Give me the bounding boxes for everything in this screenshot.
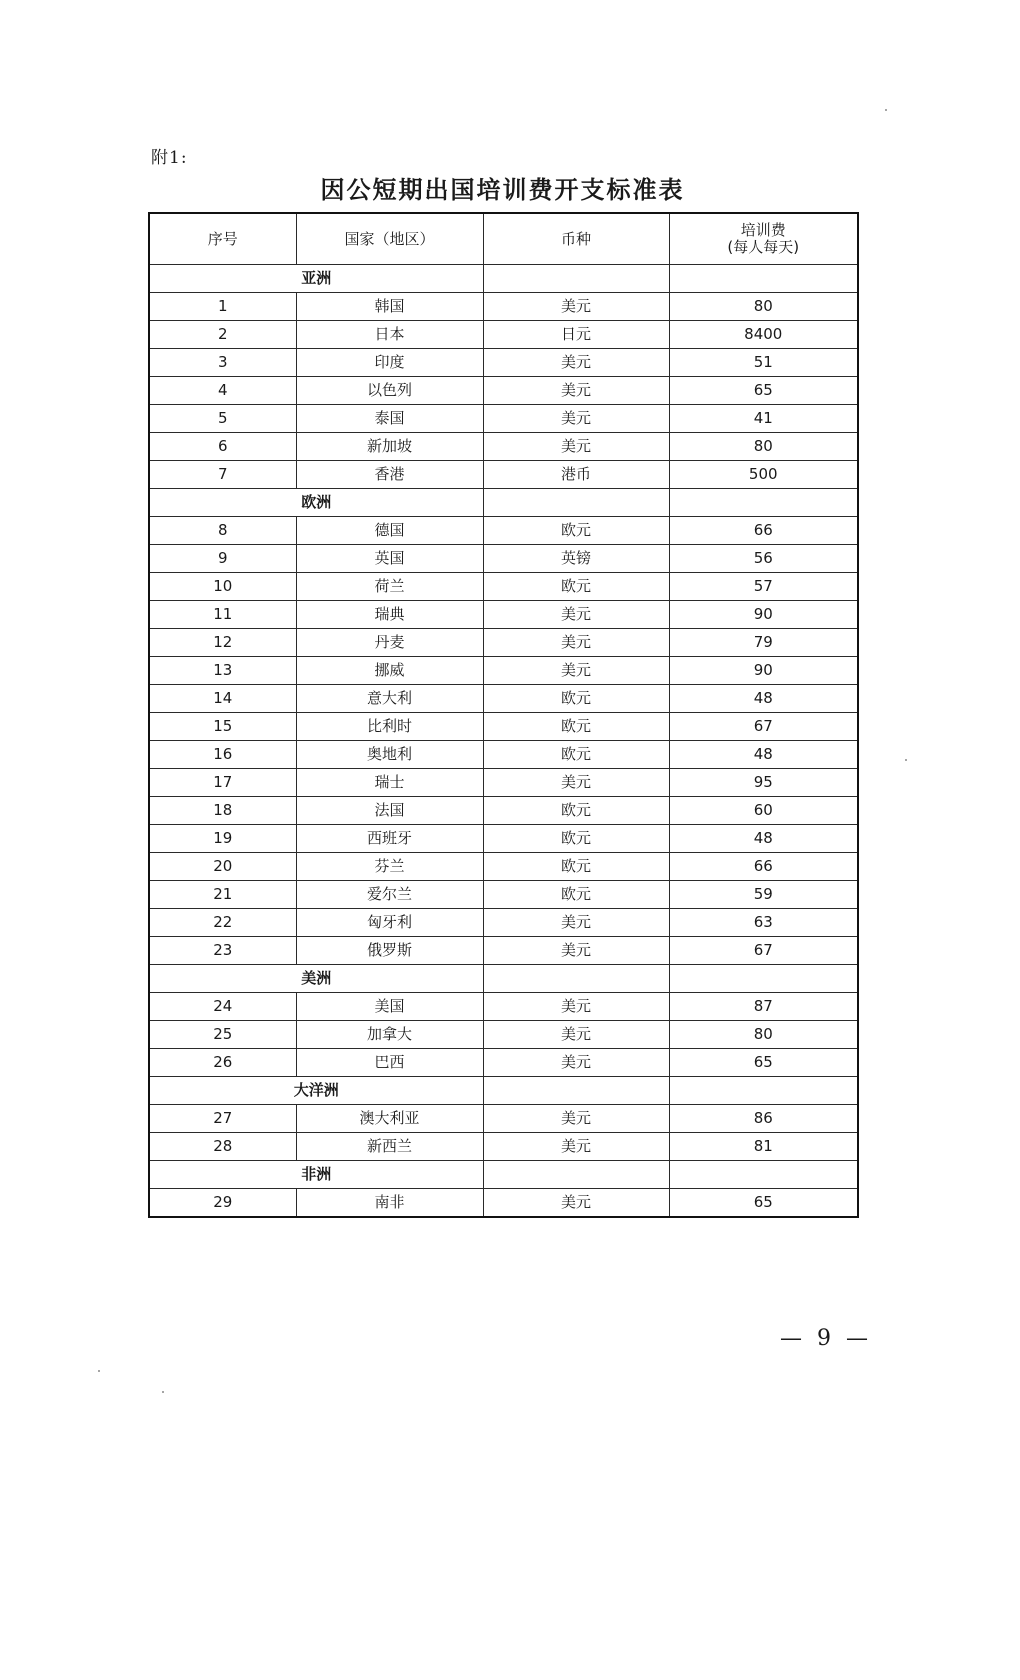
cell-seq: 12 (149, 629, 296, 657)
table-row (149, 657, 858, 685)
table-row (149, 993, 858, 1021)
table-row (149, 349, 858, 377)
cell-currency: 欧元 (483, 853, 669, 881)
cell-currency: 美元 (483, 349, 669, 377)
cell-currency: 美元 (483, 293, 669, 321)
table-row (149, 741, 858, 769)
cell-fee: 66 (669, 853, 858, 881)
cell-currency: 日元 (483, 321, 669, 349)
table-row (149, 937, 858, 965)
cell-fee: 41 (669, 405, 858, 433)
cell-seq: 18 (149, 797, 296, 825)
cell-currency: 美元 (483, 377, 669, 405)
table-body (149, 265, 858, 1218)
empty-cell (669, 1077, 858, 1105)
cell-country: 澳大利亚 (296, 1105, 483, 1133)
table-row (149, 461, 858, 489)
cell-country: 爱尔兰 (296, 881, 483, 909)
cell-seq: 10 (149, 573, 296, 601)
table-row (149, 881, 858, 909)
cell-currency: 欧元 (483, 517, 669, 545)
cell-seq: 17 (149, 769, 296, 797)
page-number: — 9 — (780, 1326, 872, 1351)
cell-fee: 500 (669, 461, 858, 489)
group-row (149, 265, 858, 293)
cell-currency: 美元 (483, 1105, 669, 1133)
scan-speck (885, 109, 887, 111)
cell-country: 芬兰 (296, 853, 483, 881)
cell-country: 印度 (296, 349, 483, 377)
cell-fee: 80 (669, 1021, 858, 1049)
fee-standard-table-container (148, 212, 859, 1218)
empty-cell (669, 965, 858, 993)
cell-country: 新西兰 (296, 1133, 483, 1161)
group-row (149, 1077, 858, 1105)
table-row (149, 1189, 858, 1218)
cell-country: 德国 (296, 517, 483, 545)
cell-currency: 美元 (483, 937, 669, 965)
table-row (149, 1021, 858, 1049)
cell-country: 瑞典 (296, 601, 483, 629)
cell-country: 奥地利 (296, 741, 483, 769)
cell-fee: 8400 (669, 321, 858, 349)
cell-currency: 美元 (483, 1049, 669, 1077)
cell-country: 新加坡 (296, 433, 483, 461)
cell-country: 泰国 (296, 405, 483, 433)
table-row (149, 405, 858, 433)
group-name: 大洋洲 (293, 1081, 339, 1099)
cell-country: 巴西 (296, 1049, 483, 1077)
page-title: 因公短期出国培训费开支标准表 (320, 176, 685, 204)
group-name: 非洲 (301, 1165, 332, 1183)
cell-country: 意大利 (296, 685, 483, 713)
attachment-label: 附1: (151, 148, 188, 168)
cell-country: 英国 (296, 545, 483, 573)
cell-fee: 65 (669, 1189, 858, 1218)
empty-cell (483, 489, 669, 517)
cell-seq: 29 (149, 1189, 296, 1218)
table-row (149, 573, 858, 601)
table-row (149, 769, 858, 797)
cell-seq: 5 (149, 405, 296, 433)
cell-currency: 美元 (483, 993, 669, 1021)
cell-currency: 欧元 (483, 685, 669, 713)
header-seq: 序号 (149, 213, 296, 265)
cell-seq: 22 (149, 909, 296, 937)
group-name: 亚洲 (301, 269, 332, 287)
cell-currency: 欧元 (483, 881, 669, 909)
cell-fee: 57 (669, 573, 858, 601)
cell-currency: 美元 (483, 433, 669, 461)
header-currency: 币种 (483, 213, 669, 265)
cell-seq: 27 (149, 1105, 296, 1133)
cell-seq: 24 (149, 993, 296, 1021)
cell-currency: 美元 (483, 657, 669, 685)
cell-country: 俄罗斯 (296, 937, 483, 965)
scan-speck (905, 759, 907, 761)
empty-cell (483, 265, 669, 293)
cell-country: 南非 (296, 1189, 483, 1218)
group-row (149, 489, 858, 517)
cell-country: 香港 (296, 461, 483, 489)
cell-currency: 美元 (483, 1133, 669, 1161)
cell-fee: 90 (669, 601, 858, 629)
cell-country: 韩国 (296, 293, 483, 321)
cell-country: 丹麦 (296, 629, 483, 657)
cell-seq: 19 (149, 825, 296, 853)
cell-seq: 21 (149, 881, 296, 909)
cell-currency: 美元 (483, 629, 669, 657)
group-name-cell (149, 265, 483, 293)
cell-currency: 美元 (483, 769, 669, 797)
cell-currency: 欧元 (483, 825, 669, 853)
cell-fee: 56 (669, 545, 858, 573)
table-row (149, 1133, 858, 1161)
cell-seq: 28 (149, 1133, 296, 1161)
cell-fee: 65 (669, 377, 858, 405)
cell-seq: 2 (149, 321, 296, 349)
cell-fee: 65 (669, 1049, 858, 1077)
cell-country: 瑞士 (296, 769, 483, 797)
table-row (149, 1049, 858, 1077)
cell-country: 西班牙 (296, 825, 483, 853)
group-name: 欧洲 (301, 493, 332, 511)
group-name: 美洲 (301, 969, 332, 987)
cell-fee: 48 (669, 685, 858, 713)
cell-fee: 51 (669, 349, 858, 377)
group-name-cell (149, 1161, 483, 1189)
table-row (149, 629, 858, 657)
cell-seq: 3 (149, 349, 296, 377)
empty-cell (483, 1161, 669, 1189)
cell-fee: 81 (669, 1133, 858, 1161)
group-row (149, 1161, 858, 1189)
table-row (149, 321, 858, 349)
cell-country: 美国 (296, 993, 483, 1021)
header-fee (669, 213, 858, 265)
cell-fee: 48 (669, 741, 858, 769)
cell-fee: 87 (669, 993, 858, 1021)
table-row (149, 293, 858, 321)
cell-fee: 90 (669, 657, 858, 685)
fee-standard-table (148, 212, 859, 1218)
group-name-cell (149, 1077, 483, 1105)
group-row (149, 965, 858, 993)
cell-seq: 16 (149, 741, 296, 769)
cell-country: 匈牙利 (296, 909, 483, 937)
cell-fee: 48 (669, 825, 858, 853)
cell-currency: 美元 (483, 405, 669, 433)
cell-country: 比利时 (296, 713, 483, 741)
table-row (149, 797, 858, 825)
table-row (149, 1105, 858, 1133)
table-row (149, 713, 858, 741)
cell-fee: 67 (669, 713, 858, 741)
cell-seq: 8 (149, 517, 296, 545)
empty-cell (483, 1077, 669, 1105)
table-row (149, 545, 858, 573)
scan-speck (98, 1370, 100, 1372)
empty-cell (669, 1161, 858, 1189)
table-row (149, 517, 858, 545)
group-name-cell (149, 965, 483, 993)
header-fee-line1: 培训费 (740, 221, 786, 239)
cell-currency: 美元 (483, 1189, 669, 1218)
cell-seq: 23 (149, 937, 296, 965)
table-row (149, 825, 858, 853)
empty-cell (669, 489, 858, 517)
cell-fee: 66 (669, 517, 858, 545)
cell-country: 加拿大 (296, 1021, 483, 1049)
cell-fee: 63 (669, 909, 858, 937)
cell-currency: 欧元 (483, 713, 669, 741)
cell-currency: 美元 (483, 1021, 669, 1049)
cell-country: 挪威 (296, 657, 483, 685)
cell-seq: 4 (149, 377, 296, 405)
cell-currency: 欧元 (483, 741, 669, 769)
cell-fee: 67 (669, 937, 858, 965)
header-country: 国家（地区） (296, 213, 483, 265)
cell-currency: 港币 (483, 461, 669, 489)
table-header-row (149, 213, 858, 265)
cell-seq: 26 (149, 1049, 296, 1077)
cell-seq: 11 (149, 601, 296, 629)
cell-seq: 1 (149, 293, 296, 321)
cell-currency: 英镑 (483, 545, 669, 573)
cell-fee: 80 (669, 293, 858, 321)
table-row (149, 909, 858, 937)
cell-currency: 欧元 (483, 573, 669, 601)
empty-cell (669, 265, 858, 293)
cell-currency: 美元 (483, 909, 669, 937)
cell-seq: 7 (149, 461, 296, 489)
cell-country: 日本 (296, 321, 483, 349)
cell-currency: 美元 (483, 601, 669, 629)
cell-seq: 13 (149, 657, 296, 685)
table-row (149, 433, 858, 461)
empty-cell (483, 965, 669, 993)
cell-fee: 79 (669, 629, 858, 657)
cell-seq: 15 (149, 713, 296, 741)
cell-country: 法国 (296, 797, 483, 825)
cell-seq: 25 (149, 1021, 296, 1049)
table-row (149, 685, 858, 713)
cell-fee: 95 (669, 769, 858, 797)
header-fee-line2: (每人每天) (727, 238, 800, 256)
cell-seq: 6 (149, 433, 296, 461)
cell-fee: 80 (669, 433, 858, 461)
table-row (149, 601, 858, 629)
cell-country: 荷兰 (296, 573, 483, 601)
cell-fee: 60 (669, 797, 858, 825)
cell-country: 以色列 (296, 377, 483, 405)
table-row (149, 377, 858, 405)
cell-seq: 20 (149, 853, 296, 881)
cell-seq: 9 (149, 545, 296, 573)
scan-speck (162, 1391, 164, 1393)
cell-fee: 59 (669, 881, 858, 909)
group-name-cell (149, 489, 483, 517)
cell-fee: 86 (669, 1105, 858, 1133)
cell-currency: 欧元 (483, 797, 669, 825)
cell-seq: 14 (149, 685, 296, 713)
table-row (149, 853, 858, 881)
